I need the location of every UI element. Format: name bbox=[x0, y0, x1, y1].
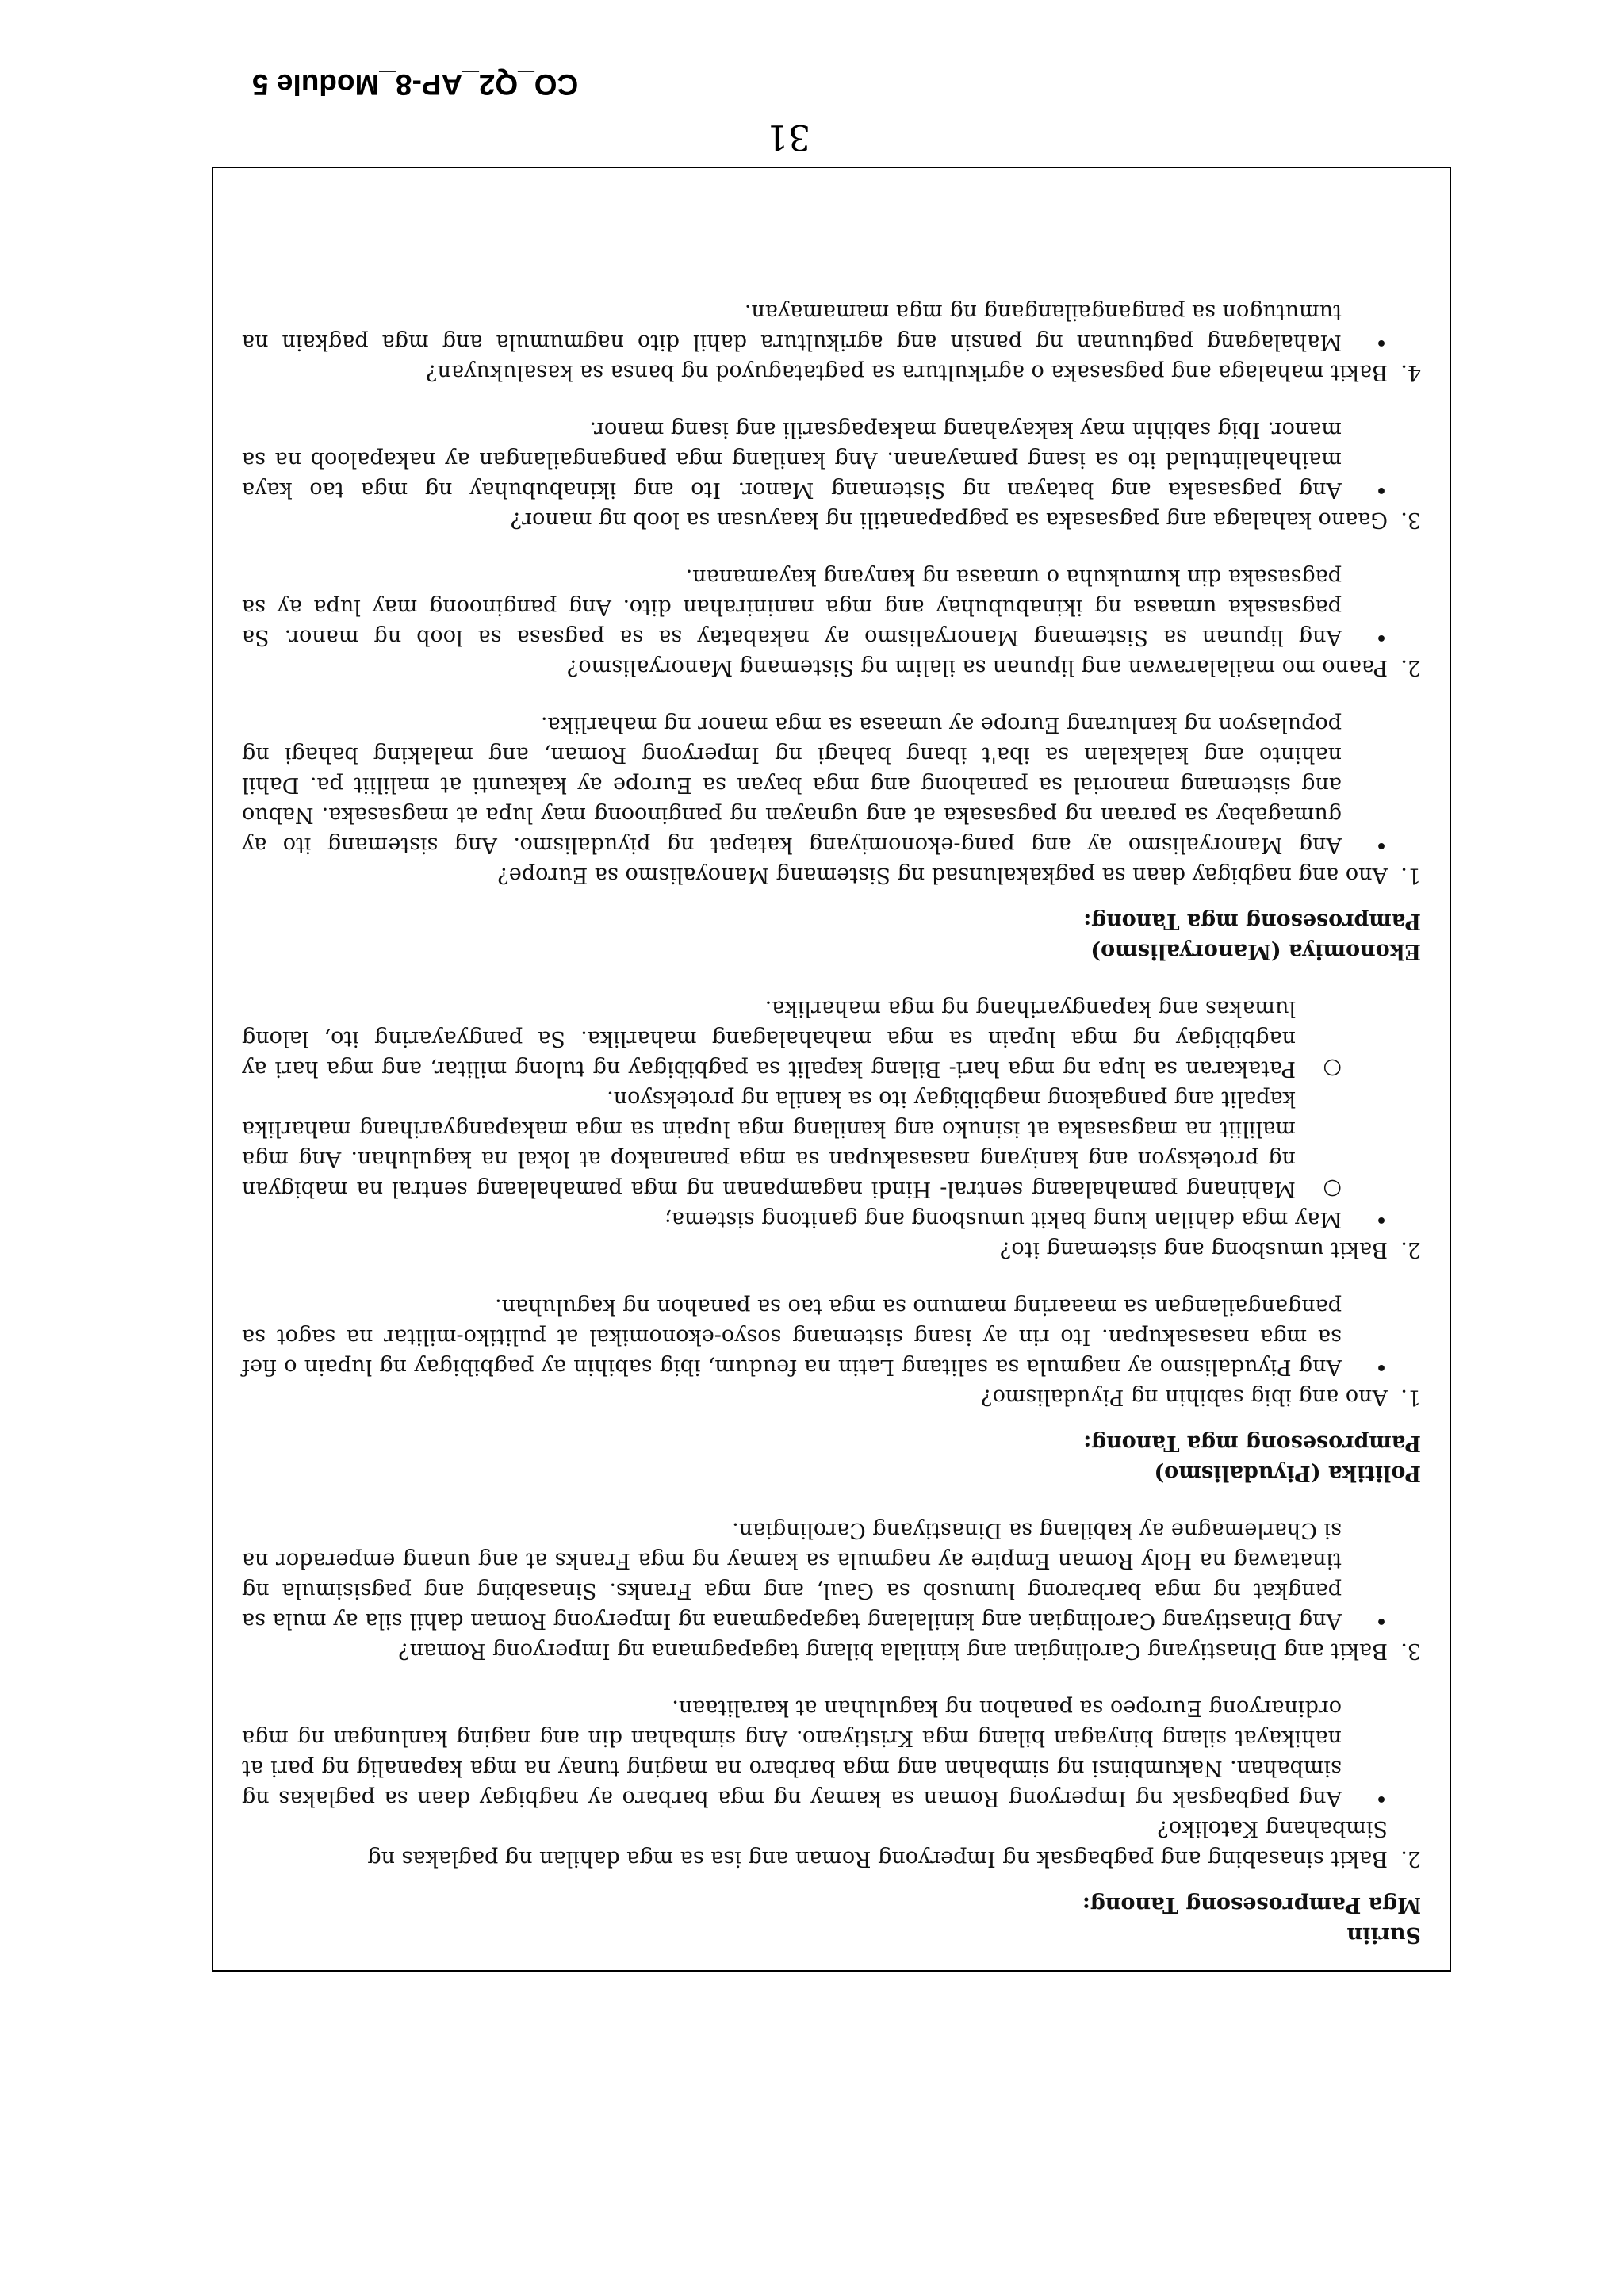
answer-bullet bbox=[242, 562, 1388, 652]
question-text: Gaano kahalaga ang pagsasaka sa pagpapanatili ng kaayusan sa loob ng manor? bbox=[510, 508, 1388, 532]
answer-text: Ang pagbagsak ng Imperyong Roman sa kamay ng mga barbaro ay nagbigay daan sa paglakas ng simbahan. Nakumbinsi ng simbahan ang mga barbaro na maging tunay na mga kapanalig ng pari at nahikayat silang binyagan bilang mga Kristiyano. Ang simbahan din ang naging kanlungan ng mga ordinaryong Europeo sa panahon ng kaguluhan at karalitaan. bbox=[242, 1696, 1342, 1811]
question-item bbox=[242, 357, 1421, 387]
module-code-footer: CO_Q2_AP-8_Module 5 bbox=[252, 68, 579, 101]
question-item bbox=[242, 504, 1421, 535]
bullet-marker: • bbox=[1375, 1608, 1388, 1633]
bullet-marker: • bbox=[1375, 477, 1388, 502]
question-text: Ano ang ibig sabihin ng Piyudalismo? bbox=[981, 1385, 1388, 1409]
processing-questions-title: Mga Pamprosesong Tanong: bbox=[1082, 1892, 1421, 1917]
sub-bullet bbox=[242, 1083, 1342, 1204]
answer-bullet bbox=[242, 709, 1388, 860]
question-text: Paano mo mailalarawan ang lipunan sa ilalim ng Sistemang Manoryalismo? bbox=[566, 655, 1388, 680]
question-item bbox=[242, 1382, 1421, 1412]
answer-bullet bbox=[242, 414, 1388, 504]
sub-bullet bbox=[242, 993, 1342, 1083]
sub-bullet-text: Patakaran sa lupa ng mga hari- Bilang kapalit sa pagbibigay ng tulong militar, ang mga hari ay nagbibigay ng mga lupain sa mga mahahalagang maharlika. Sa pangyayaring ito, lalong lumakas ang kapangyarihang ng mga maharlika. bbox=[242, 996, 1296, 1081]
question-item bbox=[242, 860, 1421, 890]
question-number: 3. bbox=[1400, 1639, 1421, 1663]
answer-bullet bbox=[242, 1204, 1388, 1234]
bullet-marker: • bbox=[1375, 330, 1388, 355]
question-number: 4. bbox=[1400, 360, 1421, 385]
answer-bullet bbox=[242, 1515, 1388, 1635]
sub-bullet-marker: ○ bbox=[1323, 1056, 1342, 1081]
question-text: Bakit umusbong ang sistemang ito? bbox=[999, 1237, 1388, 1262]
bullet-marker: • bbox=[1375, 625, 1388, 650]
answer-text: Ang Manoryalismo ay ang pang-ekonomiyang katapat ng piyudalismo. Ang sistemang ito ay gumagabay sa paraan ng pagsasaka at ang ugnayan ng panginoong may lupa at magsasaka. Nabuo ang sistemang manorial sa panahong ang mga bayan sa Europe ay kakaunti at maliliit pa. Dahil nahinto ang kalakalan sa iba't ibang bahagi ng Imperyong Roman, ang malaking bahagi ng populasyon ng kanlurang Europe ay umaasa sa mga manor ng maharlika. bbox=[242, 712, 1342, 857]
question-text: Bakit sinasabing ang pagbagsak ng Imperyong Roman ang isa sa mga dahilan ng paglakas ng Simbahang Katoliko? bbox=[367, 1816, 1388, 1871]
answer-text: May mga dahilan kung bakit umusbong ang ganitong sistema; bbox=[664, 1207, 1342, 1232]
question-number: 2. bbox=[1400, 655, 1421, 680]
answer-text: Ang Dinastiyang Carolingian ang kinilalang tagapagmana ng Imperyong Roman dahil sila ay mula sa pangkat ng mga barbarong lumusob sa Gaul, ang mga Franks. Sinasabing ang pagsisimula ng tinatawag na Holy Roman Empire ay nagmula sa kamay ng mga Franks at ang unang emperador na si Charlemagne ay kabilang sa Dinastiyang Carolingian. bbox=[242, 1518, 1342, 1633]
question-item bbox=[242, 1234, 1421, 1264]
answer-bullet bbox=[242, 1291, 1388, 1382]
section-heading: Suriin bbox=[1346, 1922, 1421, 1947]
question-number: 2. bbox=[1400, 1846, 1421, 1871]
question-number: 1. bbox=[1400, 1385, 1421, 1409]
answer-text: Ang lipunan sa Sistemang Manoryalismo ay nakabatay sa sa pagsasa sa loob ng manor. Sa pagsasaka umaasa ng ikinabubuhay ang mga naninirahan dito. Ang panginoong may lupa ay sa pagsasaka din kumukuha o umaasa ng kanyang kayamanan. bbox=[242, 565, 1342, 650]
question-text: Bakit ang Dinastiyang Carolingian ang kinilala bilang tagapagmana ng Imperyong Roman? bbox=[398, 1639, 1388, 1663]
content-box bbox=[212, 167, 1451, 1972]
politika-heading: Politika (Piyudalismo) bbox=[1154, 1461, 1421, 1485]
question-text: Ano ang nagbigay daan sa pagkakalunsad ng Sistemang Manoyalismo sa Europe? bbox=[497, 863, 1388, 887]
processing-questions-title: Pamprosesong mga Tanong: bbox=[1083, 909, 1421, 933]
answer-text: Ang Piyudalismo ay nagmula sa salitang Latin na feudum, ibig sabihin ay pagbibigay ng lupain o fief sa mga nasasakupan. Ito rin ay isang sistemang sosyo-ekonomikal at pulitiko-militar na sagot sa pangangailangan sa maaaring mamuno sa mga tao sa panahon ng kaguluhan. bbox=[242, 1294, 1342, 1379]
bullet-marker: • bbox=[1375, 1355, 1388, 1379]
question-number: 2. bbox=[1400, 1237, 1421, 1262]
answer-text: Mahalagang pagtuunan ng pansin ang agrikultura dahil dito nagmumula ang mga pagkain na tumutugon sa pangangailangang ng mga mamamayan. bbox=[242, 300, 1342, 355]
page-number: 31 bbox=[766, 117, 810, 157]
bullet-marker: • bbox=[1375, 1207, 1388, 1232]
question-number: 3. bbox=[1400, 508, 1421, 532]
bullet-marker: • bbox=[1375, 833, 1388, 857]
bullet-marker: • bbox=[1375, 1786, 1388, 1811]
question-item bbox=[242, 652, 1421, 682]
ekonomiya-heading: Ekonomiya (Manoryalismo) bbox=[1090, 939, 1421, 964]
question-number: 1. bbox=[1400, 863, 1421, 887]
answer-text: Ang pagsasaka ang batayan ng Sistemang Manor. Ito ang ikinabubuhay ng mga tao kaya maihahalintulad ito sa isang pamayanan. Ang kanilang mga pangangailangan ay nakapaloob na sa manor. Ibig sabihin may kakayahang makapagsarili ang isang manor. bbox=[242, 417, 1342, 502]
question-item bbox=[242, 1813, 1421, 1873]
sub-bullet-marker: ○ bbox=[1323, 1177, 1342, 1202]
sub-bullet-text: Mahinang pamahalaang sentral- Hindi nagampanan ng mga pamahalaang sentral na mabigyan ng proteksyon ang kaniyang nasasakupan sa mga pananakop at lokal na kaguluhan. Ang mga maliliit na magsasaka at isinuko ang kanilang mga lupain sa mga makapangyarihang maharlika kapalit ang pangakong magbibigay ito sa kanila ng proteksyon. bbox=[242, 1087, 1296, 1202]
processing-questions-title: Pamprosesong mga Tanong: bbox=[1083, 1431, 1421, 1455]
answer-bullet bbox=[242, 297, 1388, 357]
question-item bbox=[242, 1635, 1421, 1665]
question-text: Bakit mahalaga ang pagsasaka o agrikultura sa pagtataguyod ng bansa sa kasalukuyan? bbox=[426, 360, 1388, 385]
answer-bullet bbox=[242, 1692, 1388, 1813]
